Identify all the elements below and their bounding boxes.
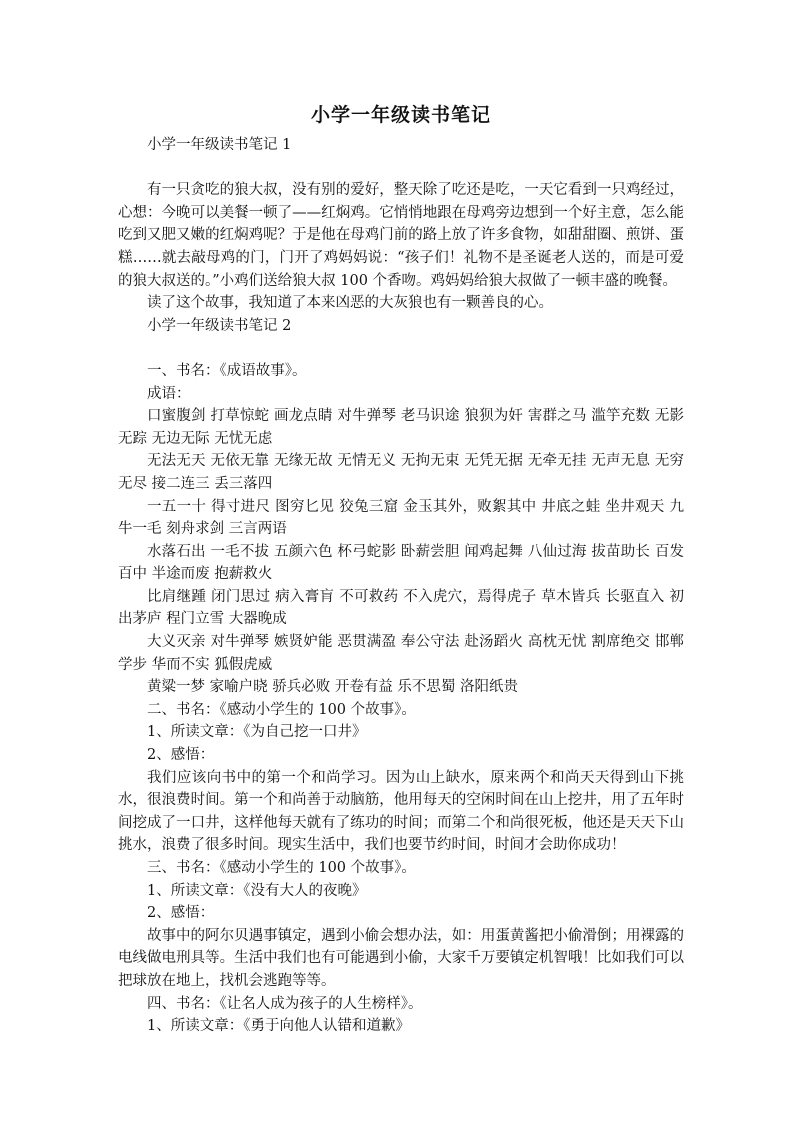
reflection-label: 2、感悟： (147, 905, 215, 922)
section-heading: 小学一年级读书笔记 1 (147, 137, 292, 153)
book-title-line: 四、书名：《让名人成为孩子的人生榜样》。 (147, 995, 423, 1012)
blank-line (118, 157, 684, 180)
blank-line (118, 337, 684, 360)
idiom-list: 黄粱一梦 家喻户晓 骄兵必败 开卷有益 乐不思蜀 洛阳纸贵 (147, 679, 519, 696)
document-page (118, 100, 684, 1038)
body-paragraph: 读了这个故事，我知道了本来凶恶的大灰狼也有一颗善良的心。 (147, 295, 553, 312)
idiom-list: 比肩继踵 闭门思过 病入膏肓 不可救药 不入虎穴，焉得虎子 草木皆兵 长驱直入 初出茅庐 程门立雪 大器晚成 (118, 588, 684, 628)
idiom-list: 水落石出 一毛不拔 五颜六色 杯弓蛇影 卧薪尝胆 闻鸡起舞 八仙过海 拔苗助长 百发百中 半途而废 抱薪救火 (118, 543, 684, 583)
idiom-list: 无法无天 无依无靠 无缘无故 无情无义 无拘无束 无凭无据 无牵无挂 无声无息 无穷无尽 接二连三 丢三落四 (118, 453, 684, 492)
article-line: 1、所读文章：《为自己挖一口井》 (147, 724, 367, 741)
idiom-list: 大义灭亲 对牛弹琴 嫉贤妒能 恶贯满盈 奉公守法 赴汤蹈火 高枕无忧 割席绝交 邯郸学步 华而不实 狐假虎威 (118, 634, 684, 673)
body-paragraph: 故事中的阿尔贝遇事镇定，遇到小偷会想办法，如：用蛋黄酱把小偷滑倒；用裸露的电线做电刑具等。生活中我们也有可能遇到小偷，大家千万要镇定机智哦！比如我们可以把球放在地上，找机会逃跑等等。 (118, 927, 684, 989)
article-line: 1、所读文章：《勇于向他人认错和道歉》 (147, 1018, 410, 1035)
idiom-list: 一五一十 得寸进尺 图穷匕见 狡兔三窟 金玉其外，败絮其中 井底之蛙 坐井观天 九牛一毛 刻舟求剑 三言两语 (118, 498, 684, 538)
book-title-line: 三、书名：《感动小学生的 100 个故事》。 (147, 860, 416, 876)
book-title-line: 二、书名：《感动小学生的 100 个故事》。 (147, 701, 416, 718)
article-line: 1、所读文章：《没有大人的夜晚》 (147, 882, 367, 899)
body-paragraph: 我们应该向书中的第一个和尚学习。因为山上缺水，原来两个和尚天天得到山下挑水，很浪费时间。第一个和尚善于动脑筋，他用每天的空闲时间在山上挖井，用了五年时间挖成了一口井，这样他每天就有了练功的时间；而第二个和尚很死板，他还是天天下山挑水，浪费了很多时间。现实生活中，我们也要节约时间，时间才会助你成功！ (118, 769, 684, 854)
reflection-label: 2、感悟： (147, 747, 215, 764)
document-title: 小学一年级读书笔记 (310, 104, 491, 126)
body-paragraph: 有一只贪吃的狼大叔，没有别的爱好，整天除了吃还是吃，一天它看到一只鸡经过，心想：今晚可以美餐一顿了——红焖鸡。它悄悄地跟在母鸡旁边想到一个好主意，怎么能吃到又肥又嫩的红焖鸡呢？于是他在母鸡门前的路上放了许多食物，如甜甜圈、煎饼、蛋糕……就去敲母鸡的门，门开了鸡妈妈说：“孩子们！礼物不是圣诞老人送的，而是可爱的狼大叔送的。”小鸡们送给狼大叔 100 个香吻。鸡妈妈给狼大叔做了一顿丰盛的晚餐。 (118, 182, 684, 289)
book-title-line: 一、书名：《成语故事》。 (147, 362, 307, 379)
idiom-list: 口蜜腹剑 打草惊蛇 画龙点睛 对牛弹琴 老马识途 狼狈为奸 害群之马 滥竽充数 无影无踪 无边无际 无忧无虑 (118, 408, 684, 447)
idioms-label: 成语： (147, 385, 191, 402)
section-heading: 小学一年级读书笔记 2 (147, 317, 292, 334)
